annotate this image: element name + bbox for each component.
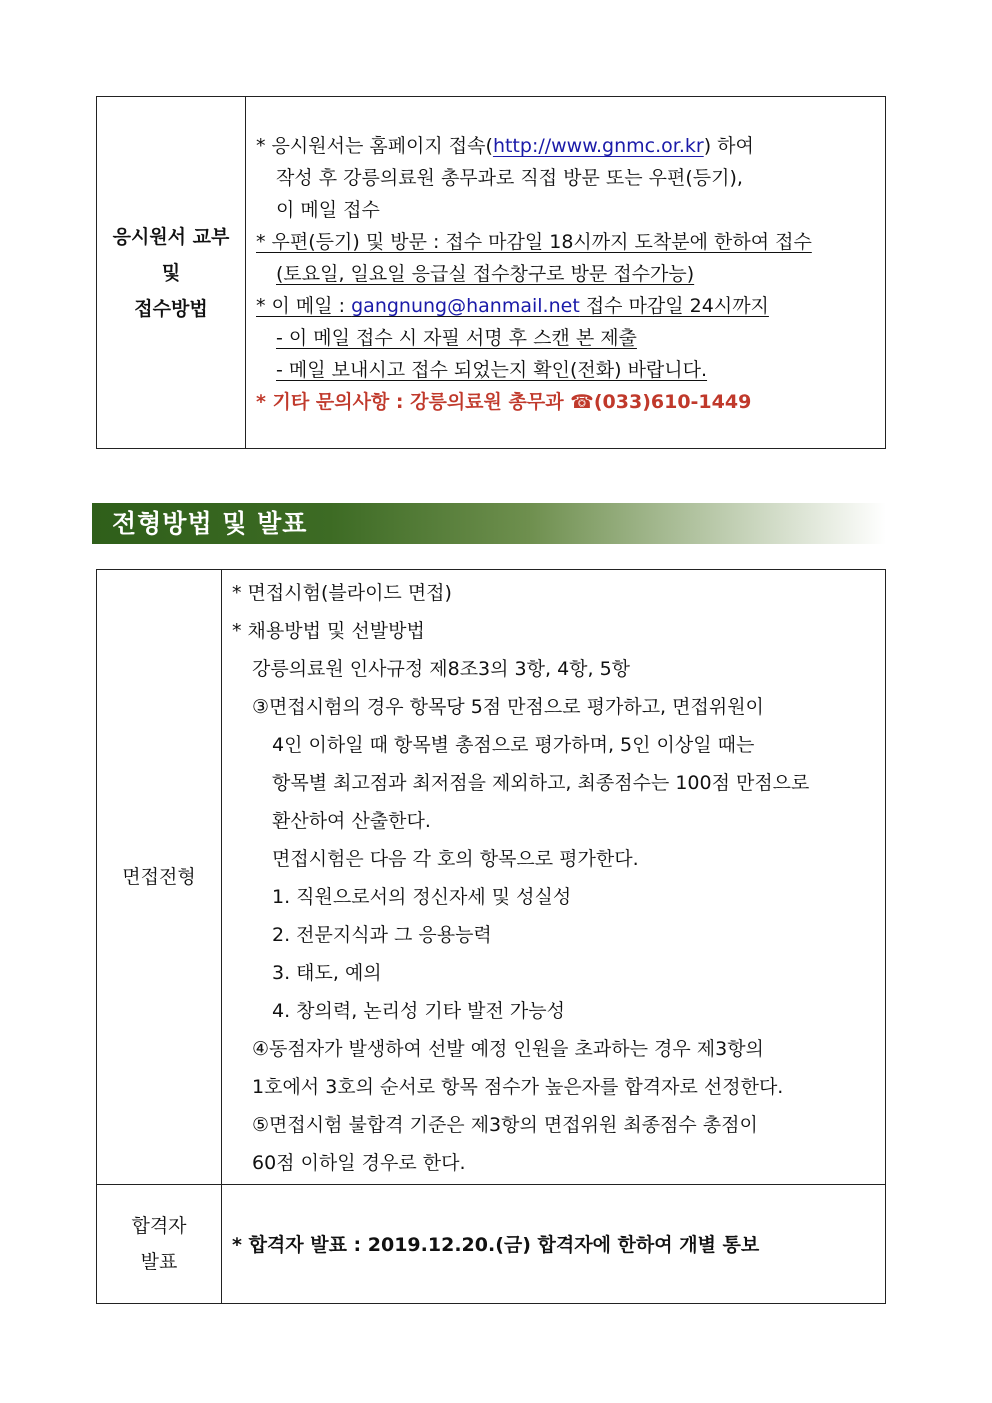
interview-line: * 면접시험(블라이드 면접): [232, 582, 452, 604]
contact-line: * 기타 문의사항 : 강릉의료원 총무과 ☎(033)610-1449: [256, 390, 752, 413]
result-label-line2: 발표: [140, 1251, 178, 1273]
application-line-7: - 이 메일 접수 시 자필 서명 후 스캔 본 제출: [276, 326, 637, 349]
interview-label-cell: [97, 570, 222, 1185]
result-label-line1: 합격자: [131, 1215, 187, 1237]
interview-line: 면접시험은 다음 각 호의 항목으로 평가한다.: [272, 848, 639, 870]
application-label-line2: 및: [161, 261, 181, 284]
interview-line: ③면접시험의 경우 항목당 5점 만점으로 평가하고, 면접위원이: [252, 696, 764, 718]
application-line-1: * 응시원서는 홈페이지 접속(http://www.gnmc.or.kr) 하여: [256, 134, 754, 157]
result-announcement: * 합격자 발표 : 2019.12.20.(금) 합격자에 한하여 개별 통보: [232, 1234, 760, 1256]
interview-content-cell: [222, 570, 886, 1185]
application-label-line1: 응시원서 교부: [112, 225, 230, 248]
application-label-line3: 접수방법: [134, 297, 208, 320]
interview-line: 강릉의료원 인사규정 제8조3의 3항, 4항, 5항: [252, 658, 631, 680]
application-line-8: - 메일 보내시고 접수 되었는지 확인(전화) 바랍니다.: [276, 358, 708, 381]
application-line-6: * 이 메일 : gangnung@hanmail.net 접수 마감일 24시까지: [256, 294, 769, 317]
interview-line: ④동점자가 발생하여 선발 예정 인원을 초과하는 경우 제3항의: [252, 1038, 764, 1060]
interview-line: 환산하여 산출한다.: [272, 810, 431, 832]
application-line-5: (토요일, 일요일 응급실 접수창구로 방문 접수가능): [276, 262, 695, 285]
section-header: [92, 503, 886, 544]
application-line-4: * 우편(등기) 및 방문 : 접수 마감일 18시까지 도착분에 한하여 접수: [256, 230, 812, 253]
interview-line: 항목별 최고점과 최저점을 제외하고, 최종점수는 100점 만점으로: [272, 772, 810, 794]
application-line-2: 작성 후 강릉의료원 총무과로 직접 방문 또는 우편(등기),: [276, 166, 743, 189]
email-link[interactable]: gangnung@hanmail.net: [351, 294, 580, 317]
interview-line: 4. 창의력, 논리성 기타 발전 가능성: [272, 1000, 565, 1022]
result-content-cell: [222, 1185, 886, 1304]
interview-label: 면접전형: [122, 866, 196, 888]
interview-line: 3. 태도, 예의: [272, 962, 382, 984]
application-line-3: 이 메일 접수: [276, 198, 380, 221]
interview-line: ⑤면접시험 불합격 기준은 제3항의 면접위원 최종점수 총점이: [252, 1114, 758, 1136]
interview-line: 2. 전문지식과 그 응용능력: [272, 924, 492, 946]
homepage-link[interactable]: http://www.gnmc.or.kr: [492, 134, 704, 157]
interview-line: 1. 직원으로서의 정신자세 및 성실성: [272, 886, 572, 908]
interview-line: 4인 이하일 때 항목별 총점으로 평가하며, 5인 이상일 때는: [272, 734, 755, 756]
application-table: [96, 96, 886, 449]
selection-table: [96, 569, 886, 1304]
section-title: 전형방법 및 발표: [112, 509, 308, 538]
application-label-cell: [97, 97, 246, 449]
result-label-cell: [97, 1185, 222, 1304]
interview-line: * 채용방법 및 선발방법: [232, 620, 425, 642]
interview-line: 1호에서 3호의 순서로 항목 점수가 높은자를 합격자로 선정한다.: [252, 1076, 784, 1098]
application-content-cell: [246, 97, 886, 449]
interview-line: 60점 이하일 경우로 한다.: [252, 1152, 466, 1174]
